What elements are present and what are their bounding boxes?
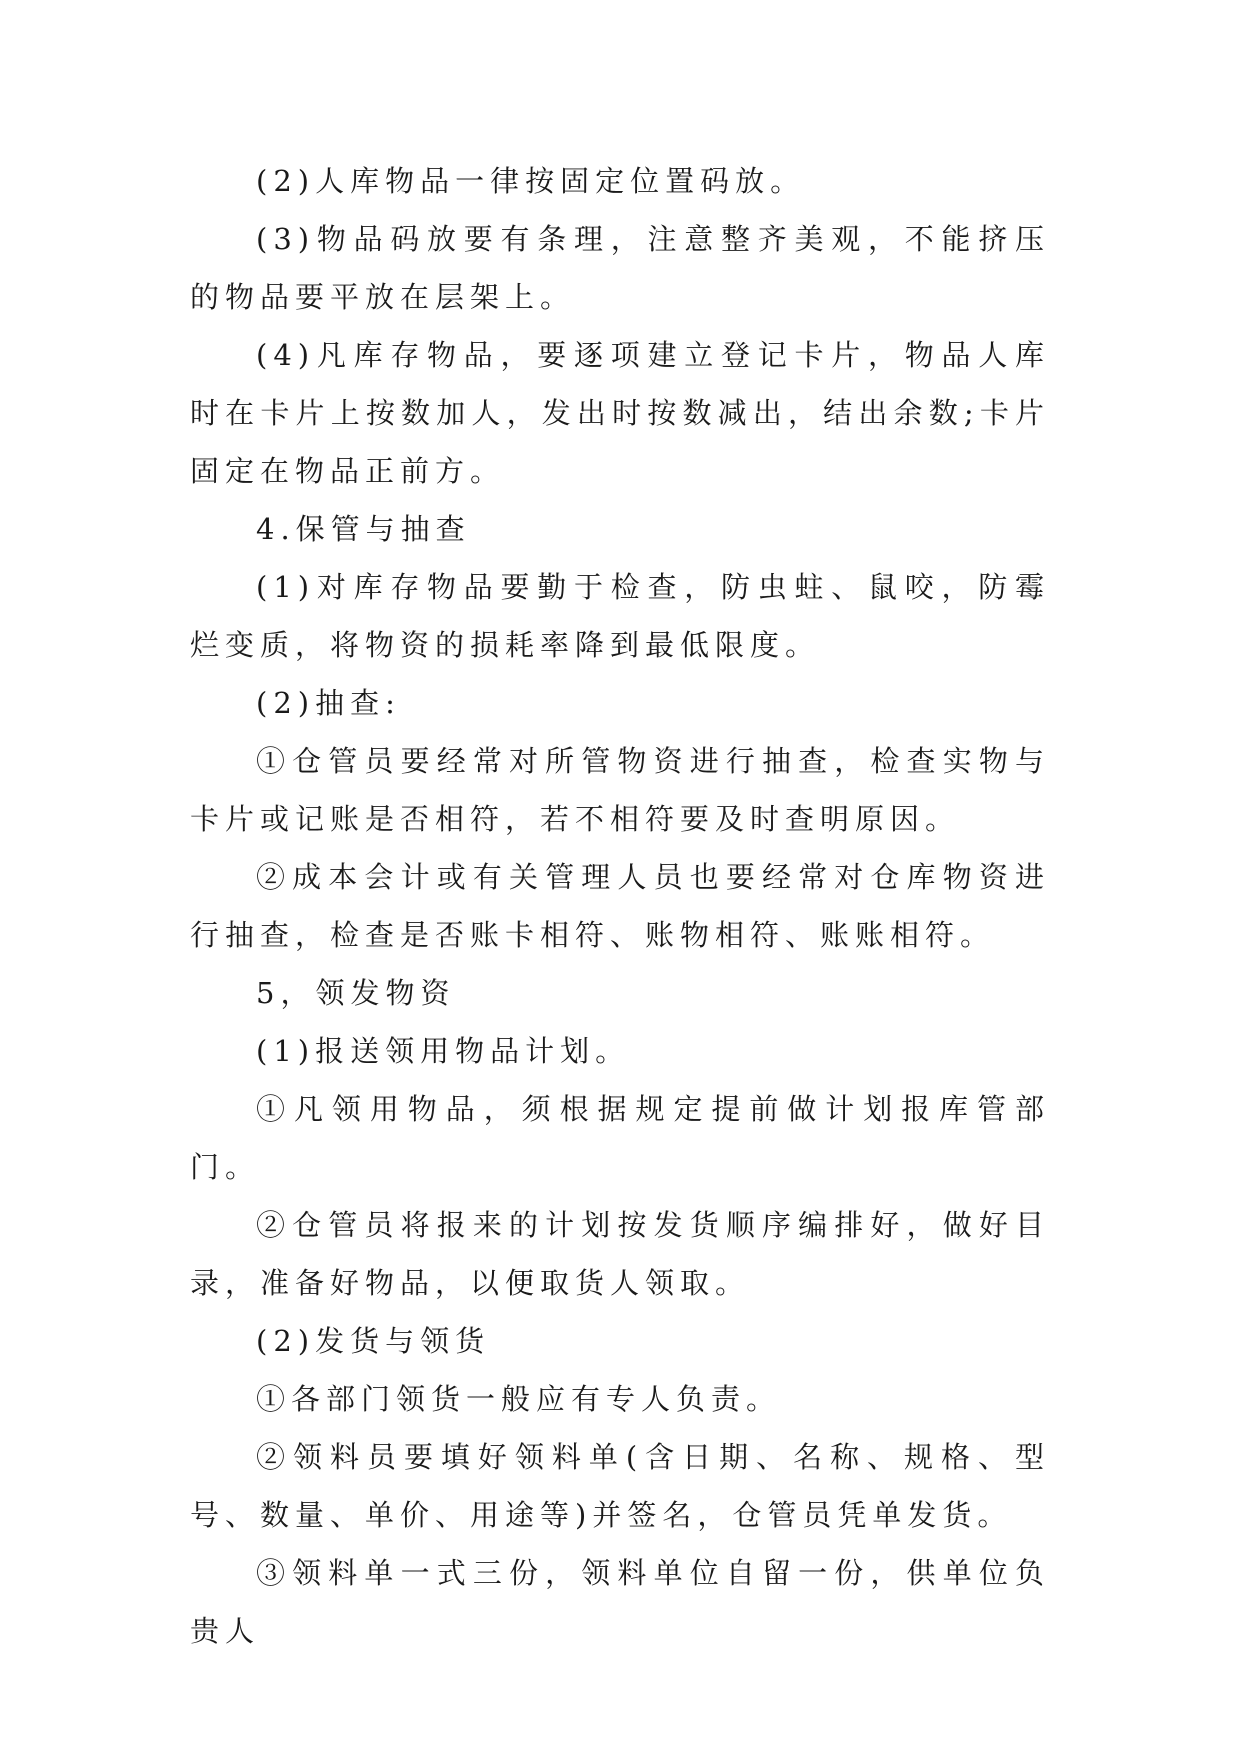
paragraph-orderly-stacking: (3)物品码放要有条理，注意整齐美观，不能挤压的物品要平放在层架上。: [190, 222, 1050, 314]
paragraph-triplicate-form: ③领料单一式三份，领料单位自留一份，供单位负贵人: [190, 1556, 1050, 1648]
paragraph-requisition-form: ②领料员要填好领料单(含日期、名称、规格、型号、数量、单价、用途等)并签名，仓管员凭单发货。: [190, 1440, 1050, 1532]
document-body: [190, 152, 1050, 1660]
paragraph-storage-fixed-location: (2)人库物品一律按固定位置码放。: [256, 164, 806, 198]
paragraph-accounting-spot-check: ②成本会计或有关管理人员也要经常对仓库物资进行抽查，检查是否账卡相符、账物相符、账账相符。: [190, 860, 1050, 952]
paragraph-plan-in-advance: ①凡领用物品，须根据规定提前做计划报库管部门。: [190, 1092, 1050, 1184]
paragraph-keeper-spot-check: ①仓管员要经常对所管物资进行抽查，检查实物与卡片或记账是否相符，若不相符要及时查明原因。: [190, 744, 1050, 836]
section-heading-issuing-materials: 5，领发物资: [256, 976, 456, 1010]
paragraph-registration-cards: (4)凡库存物品，要逐项建立登记卡片，物品人库时在卡片上按数加人，发出时按数减出，结出余数;卡片固定在物品正前方。: [190, 338, 1050, 488]
section-heading-custody-inspection: 4.保管与抽查: [256, 512, 471, 546]
paragraph-arrange-shipping-order: ②仓管员将报来的计划按发货顺序编排好，做好目录，准备好物品，以便取货人领取。: [190, 1208, 1050, 1300]
subheading-submit-plan: (1)报送领用物品计划。: [256, 1034, 631, 1068]
paragraph-dedicated-person: ①各部门领货一般应有专人负责。: [256, 1382, 782, 1416]
subheading-spot-check: (2)抽查:: [256, 686, 401, 720]
paragraph-inventory-checks: (1)对库存物品要勤于检查，防虫蛀、鼠咬，防霉烂变质，将物资的损耗率降到最低限度。: [190, 570, 1050, 662]
subheading-shipping-receiving: (2)发货与领货: [256, 1324, 491, 1358]
